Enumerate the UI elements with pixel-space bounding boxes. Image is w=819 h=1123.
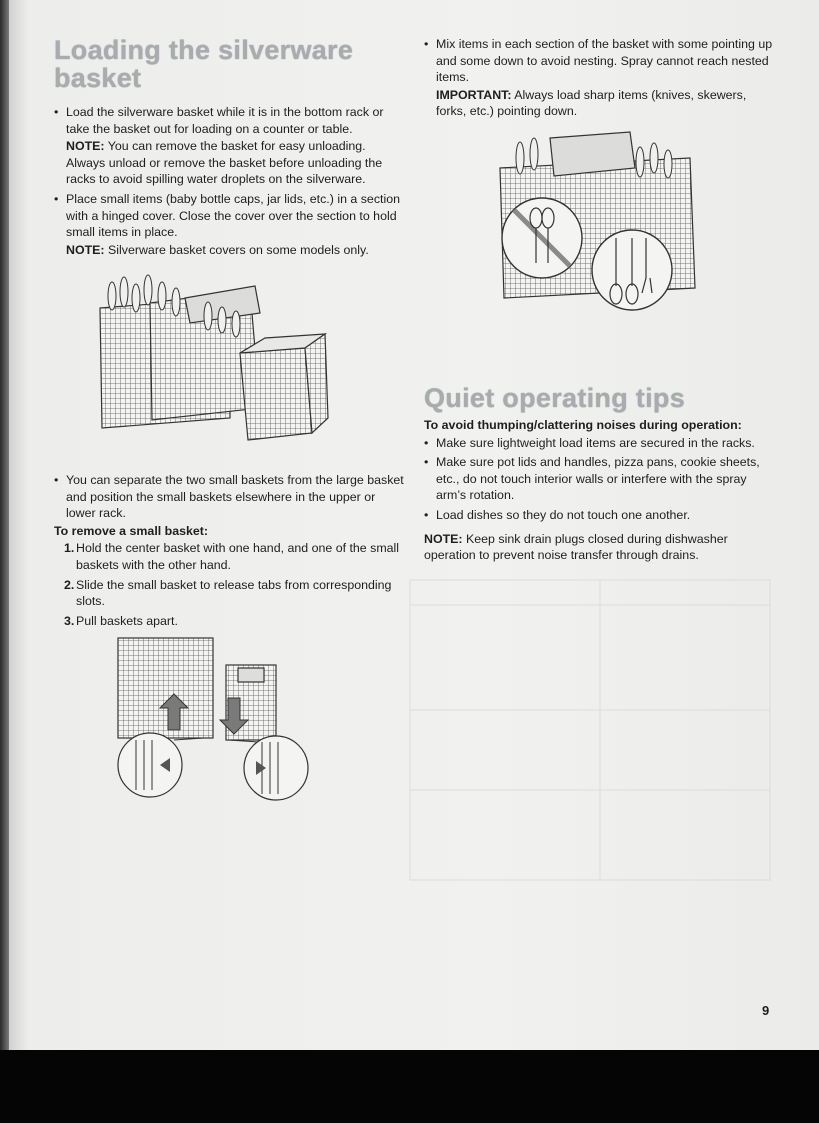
bullet-text: Place small items (baby bottle caps, jar lids, etc.) in a section with a hinged cover. Close the cover over the section to hold small items in place.	[66, 191, 400, 240]
note-label: NOTE:	[424, 531, 463, 546]
list-item	[54, 613, 404, 630]
important-label: IMPORTANT:	[436, 87, 512, 102]
right-column-lower	[424, 384, 774, 564]
step-number: 3.	[64, 613, 75, 628]
step-number: 2.	[64, 577, 75, 592]
list-item	[424, 36, 774, 120]
step-text: Slide the small basket to release tabs from corresponding slots.	[76, 577, 392, 609]
list-item	[54, 104, 404, 188]
bullet-text: Load dishes so they do not touch one another.	[436, 507, 691, 522]
remove-steps	[54, 540, 404, 629]
book-spine-shadow	[0, 0, 9, 1123]
quiet-note	[424, 531, 774, 564]
step-number: 1.	[64, 541, 75, 556]
bullet-text: Load the silverware basket while it is in the bottom rack or take the basket out for loading on a counter or table.	[66, 105, 384, 136]
note-label: NOTE:	[66, 242, 105, 257]
silverware-heading: Loading the silverware basket	[54, 35, 354, 93]
separate-bullets	[54, 472, 404, 522]
mix-bullets	[424, 36, 774, 120]
bullet-text: Make sure lightweight load items are secured in the racks.	[436, 435, 755, 450]
list-item	[424, 507, 774, 524]
page-number: 9	[762, 1003, 770, 1018]
show-through-tables	[400, 560, 780, 890]
note-text: Silverware basket covers on some models only.	[108, 242, 369, 257]
silverware-bullets	[54, 104, 404, 258]
bullet-text: You can separate the two small baskets from the large basket and position the small baskets elsewhere in the upper or lower rack.	[66, 473, 404, 521]
basket-separation-illustration	[108, 630, 323, 805]
scan-bottom-edge	[0, 1050, 819, 1123]
quiet-intro: To avoid thumping/clattering noises during operation:	[424, 418, 742, 432]
quiet-bullets	[424, 435, 774, 524]
note-label: NOTE:	[66, 139, 105, 154]
list-item	[54, 577, 404, 610]
left-column-lower	[54, 472, 404, 629]
right-column	[424, 36, 774, 120]
bullet-text: Make sure pot lids and handles, pizza pans, cookie sheets, etc., do not touch interior walls or interfere with the spray arm’s rotation.	[436, 455, 760, 503]
list-item	[54, 540, 404, 573]
list-item	[424, 454, 774, 504]
important-text: Always load sharp items (knives, skewers, forks, etc.) pointing down.	[436, 87, 747, 119]
silverware-basket-illustration	[90, 268, 330, 458]
quiet-heading: Quiet operating tips	[424, 383, 686, 413]
step-text: Hold the center basket with one hand, and one of the small baskets with the other hand.	[76, 541, 400, 572]
note-text: Keep sink drain plugs closed during dishwasher operation to prevent noise transfer through drains.	[424, 531, 728, 563]
bullet-text: Mix items in each section of the basket with some pointing up and some down to avoid nesting. Spray cannot reach nested items.	[436, 37, 773, 85]
list-item	[54, 472, 404, 522]
list-item	[54, 191, 404, 258]
step-text: Pull baskets apart.	[76, 613, 178, 628]
nested-silverware-illustration	[490, 128, 710, 328]
left-column	[54, 36, 404, 258]
note-text: You can remove the basket for easy unloading. Always unload or remove the basket before unloading the racks to avoid spilling water droplets on the silverware.	[66, 139, 383, 187]
remove-heading: To remove a small basket:	[54, 523, 209, 538]
list-item	[424, 435, 774, 452]
